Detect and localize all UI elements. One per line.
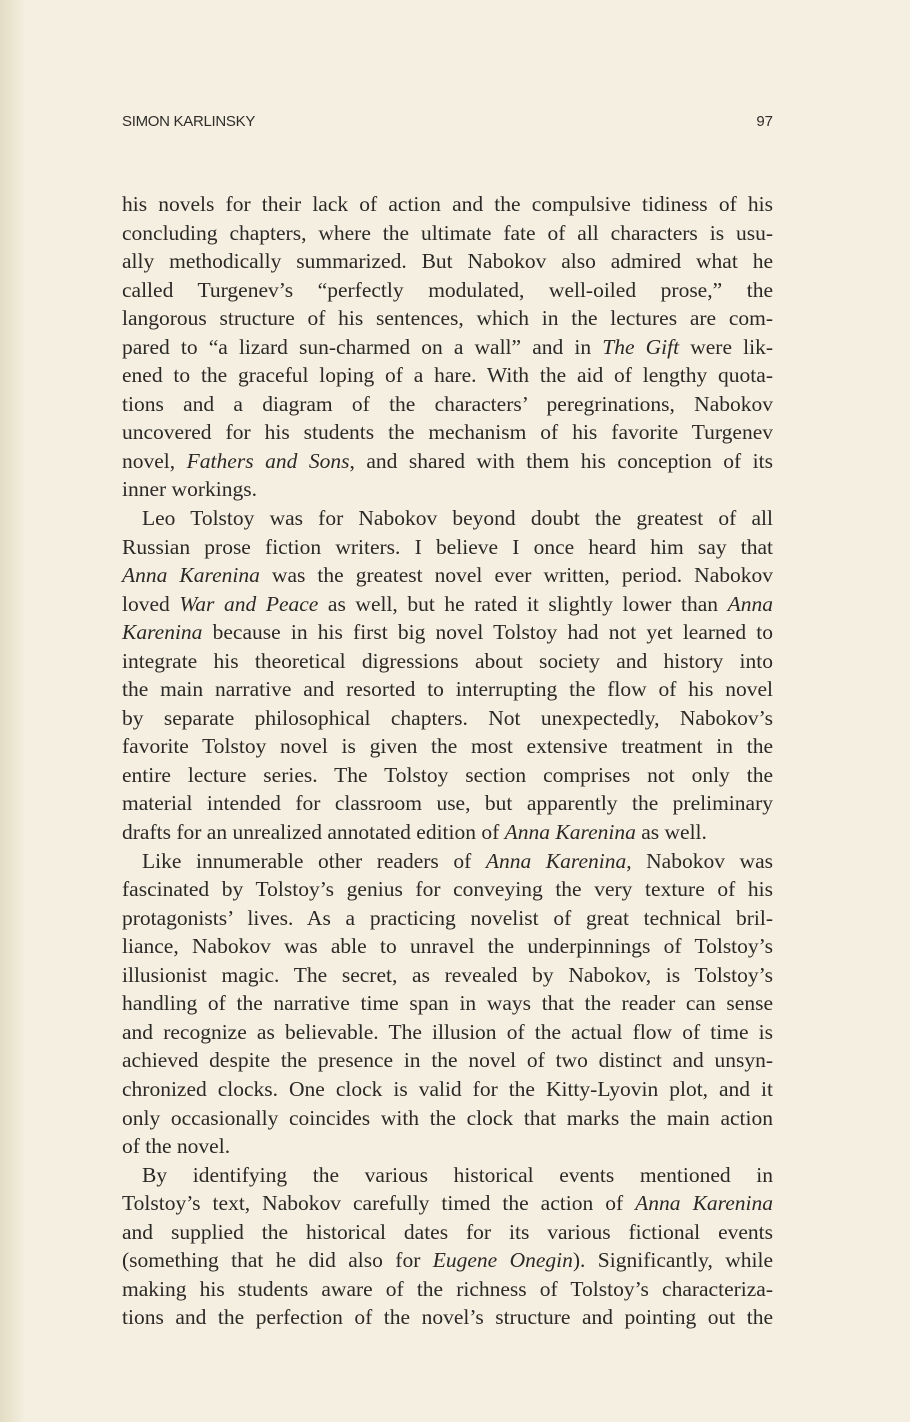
italic-title: Anna Karenina: [504, 820, 636, 845]
text-line: [122, 761, 773, 790]
page-gutter-shadow: [0, 0, 26, 1422]
text-line: [122, 304, 773, 333]
italic-title: Anna Karenina: [635, 1191, 773, 1216]
running-head: SIMON KARLINSKY: [122, 113, 256, 130]
text-line: [122, 418, 773, 447]
text-line: [122, 190, 773, 219]
text-segment: ). Significantly, while: [572, 1248, 773, 1273]
text-line: [122, 1104, 773, 1133]
text-segment: handling of the narrative time span in ways that the reader can sense: [122, 991, 773, 1016]
text-line: [122, 647, 773, 676]
text-line: [122, 390, 773, 419]
text-line: [122, 618, 773, 647]
text-line: [122, 219, 773, 248]
italic-title: Anna Karenina: [122, 563, 260, 588]
text-segment: achieved despite the presence in the novel of two distinct and unsyn-: [122, 1048, 773, 1073]
text-segment: By identifying the various historical events mentioned in: [142, 1162, 773, 1187]
text-line: [122, 1189, 773, 1218]
text-segment: called Turgenev’s “perfectly modulated, well-oiled prose,” the: [122, 277, 773, 302]
text-segment: as well.: [635, 820, 707, 845]
text-line: [122, 361, 773, 390]
text-line: [122, 1132, 773, 1161]
text-segment: novel,: [122, 448, 187, 473]
text-segment: , Nabokov was: [626, 848, 773, 873]
text-segment: tions and a diagram of the characters’ peregrinations, Nabokov: [122, 391, 773, 416]
text-line: [122, 1161, 773, 1190]
text-segment: liance, Nabokov was able to unravel the underpinnings of Tolstoy’s: [122, 934, 773, 959]
italic-title: Fathers and Sons: [186, 448, 350, 473]
text-segment: pared to “a lizard sun-charmed on a wall” and in: [122, 334, 603, 359]
text-segment: loved: [122, 591, 180, 616]
text-line: [122, 1246, 773, 1275]
text-segment: of the novel.: [122, 1134, 231, 1159]
text-line: [122, 961, 773, 990]
text-line: [122, 333, 773, 362]
text-segment: tions and the perfection of the novel’s structure and pointing out the: [122, 1305, 773, 1330]
text-line: [122, 989, 773, 1018]
text-segment: , and shared with them his conception of its: [349, 448, 773, 473]
text-segment: fascinated by Tolstoy’s genius for conveying the very texture of his: [122, 877, 773, 902]
text-segment: were lik-: [679, 334, 773, 359]
text-segment: ally methodically summarized. But Nabokov also admired what he: [122, 249, 773, 274]
text-segment: illusionist magic. The secret, as revealed by Nabokov, is Tolstoy’s: [122, 962, 773, 987]
text-line: [122, 789, 773, 818]
text-segment: and recognize as believable. The illusion of the actual flow of time is: [122, 1019, 773, 1044]
italic-title: Anna Karenina: [485, 848, 627, 873]
text-segment: Russian prose fiction writers. I believe I once heard him say that: [122, 534, 773, 559]
text-line: [122, 818, 773, 847]
text-line: [122, 447, 773, 476]
body-text: [122, 190, 773, 1332]
text-line: [122, 504, 773, 533]
text-segment: uncovered for his students the mechanism of his favorite Turgenev: [122, 420, 773, 445]
text-segment: concluding chapters, where the ultimate fate of all characters is usu-: [122, 220, 773, 245]
italic-title: The Gift: [602, 334, 680, 359]
text-line: [122, 932, 773, 961]
italic-title: Eugene Onegin: [432, 1248, 573, 1273]
text-line: [122, 904, 773, 933]
text-line: [122, 1018, 773, 1047]
text-segment: the main narrative and resorted to interrupting the flow of his novel: [122, 677, 773, 702]
text-segment: only occasionally coincides with the clock that marks the main action: [122, 1105, 773, 1130]
text-segment: (something that he did also for: [122, 1248, 433, 1273]
text-segment: protagonists’ lives. As a practicing novelist of great technical bril-: [122, 905, 773, 930]
page-header: [122, 113, 773, 133]
italic-title: Karenina: [122, 620, 203, 645]
text-line: [122, 475, 773, 504]
text-line: [122, 704, 773, 733]
text-line: [122, 590, 773, 619]
text-segment: drafts for an unrealized annotated edition of: [122, 820, 505, 845]
text-line: [122, 875, 773, 904]
text-segment: material intended for classroom use, but apparently the preliminary: [122, 791, 773, 816]
text-line: [122, 675, 773, 704]
text-line: [122, 1218, 773, 1247]
text-line: [122, 847, 773, 876]
text-line: [122, 276, 773, 305]
text-segment: chronized clocks. One clock is valid for the Kitty-Lyovin plot, and it: [122, 1076, 773, 1101]
text-segment: Leo Tolstoy was for Nabokov beyond doubt the greatest of all: [142, 506, 773, 531]
text-segment: by separate philosophical chapters. Not unexpectedly, Nabokov’s: [122, 705, 773, 730]
text-segment: was the greatest novel ever written, period. Nabokov: [259, 563, 774, 588]
text-segment: ened to the graceful loping of a hare. With the aid of lengthy quota-: [122, 363, 773, 388]
italic-title: Anna: [727, 591, 773, 616]
text-segment: as well, but he rated it slightly lower than: [318, 591, 728, 616]
text-line: [122, 247, 773, 276]
text-segment: langorous structure of his sentences, which in the lectures are com-: [122, 306, 773, 331]
text-segment: because in his first big novel Tolstoy had not yet learned to: [202, 620, 773, 645]
text-segment: favorite Tolstoy novel is given the most extensive treatment in the: [122, 734, 773, 759]
text-line: [122, 1075, 773, 1104]
text-line: [122, 732, 773, 761]
text-segment: his novels for their lack of action and the compulsive tidiness of his: [122, 192, 773, 216]
text-segment: integrate his theoretical digressions about society and history into: [122, 648, 773, 673]
text-line: [122, 533, 773, 562]
text-line: [122, 1046, 773, 1075]
text-segment: Like innumerable other readers of: [142, 848, 486, 873]
text-line: [122, 1275, 773, 1304]
text-line: [122, 561, 773, 590]
text-segment: Tolstoy’s text, Nabokov carefully timed the action of: [122, 1191, 636, 1216]
italic-title: War and Peace: [179, 591, 319, 616]
text-segment: and supplied the historical dates for its various fictional events: [122, 1219, 773, 1244]
page-number: 97: [756, 113, 773, 130]
text-segment: inner workings.: [122, 477, 257, 502]
text-segment: making his students aware of the richness of Tolstoy’s characteriza-: [122, 1276, 773, 1301]
text-line: [122, 1303, 773, 1332]
text-segment: entire lecture series. The Tolstoy section comprises not only the: [122, 762, 773, 787]
